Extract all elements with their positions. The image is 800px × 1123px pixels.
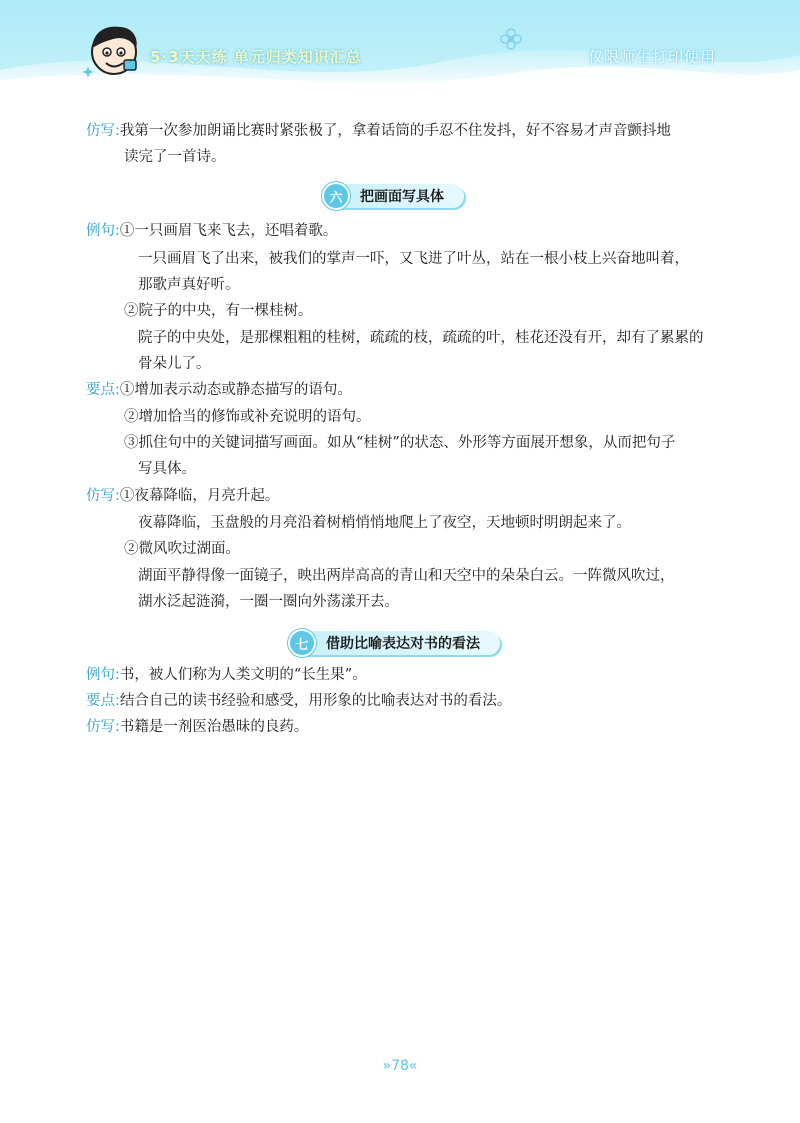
points-tag: 要点: <box>86 693 120 709</box>
header-usage-note: 仅限师生打印使用 <box>587 48 716 66</box>
six-imitate-line-3: ②微风吹过湖面。 <box>124 541 240 557</box>
six-imitate-line-5: 湖水泛起涟漪，一圈一圈向外荡漾开去。 <box>138 594 399 610</box>
six-example-line-6: 骨朵儿了。 <box>138 356 211 372</box>
example-text: 书，被人们称为人类文明的“长生果”。 <box>119 667 367 683</box>
seven-points-line <box>86 692 511 710</box>
cont-imitate-line-1 <box>86 122 671 140</box>
page-header <box>0 0 800 92</box>
flower-icon <box>500 28 522 50</box>
imitate-text: 我第一次参加朗诵比赛时紧张极了，拿着话筒的手忍不住发抖，好不容易才声音颤抖地 <box>119 123 671 139</box>
section-title: 借助比喻表达对书的看法 <box>304 631 500 655</box>
imitate-tag: 仿写: <box>86 123 120 139</box>
six-points-line-2: ②增加恰当的修饰或补充说明的语句。 <box>124 409 371 425</box>
page-number-value: 78 <box>391 1058 409 1074</box>
imitate-text: 书籍是一剂医治愚昧的良药。 <box>119 719 309 735</box>
six-example-line-2: 一只画眉飞了出来，被我们的掌声一吓，又飞进了叶丛，站在一根小枝上兴奋地叫着， <box>138 251 689 267</box>
example-text: ①一只画眉飞来飞去，还唱着歌。 <box>119 223 338 239</box>
six-imitate-line-1 <box>86 487 279 505</box>
six-example-line-1 <box>86 222 337 240</box>
six-example-line-3: 那歌声真好听。 <box>138 277 240 293</box>
example-tag: 例句: <box>86 667 120 683</box>
imitate-tag: 仿写: <box>86 488 120 504</box>
section-title: 把画面写具体 <box>338 184 464 208</box>
section-heading-7 <box>288 630 500 656</box>
points-text: ①增加表示动态或静态描写的语句。 <box>119 382 352 398</box>
points-tag: 要点: <box>86 382 120 398</box>
seven-imitate-line <box>86 718 308 736</box>
page-number-right-ornament: « <box>408 1058 418 1074</box>
example-tag: 例句: <box>86 223 120 239</box>
seven-example-line <box>86 666 367 684</box>
star-icon <box>82 66 94 78</box>
section-heading-6 <box>322 183 464 209</box>
six-example-line-5: 院子的中央处，是那棵粗粗的桂树，疏疏的枝，疏疏的叶，桂花还没有开，却有了累累的 <box>138 330 704 346</box>
cont-imitate-line-2: 读完了一首诗。 <box>124 149 226 165</box>
section-number-badge: 六 <box>322 182 350 210</box>
page-number-left-ornament: » <box>382 1058 392 1074</box>
six-points-line-1 <box>86 381 352 399</box>
six-points-line-3: ③抓住句中的关键词描写画面。如从“桂树”的状态、外形等方面展开想象，从而把句子 <box>124 435 676 451</box>
six-points-line-4: 写具体。 <box>138 461 196 477</box>
page-number <box>0 1058 800 1074</box>
section-number-badge: 七 <box>288 629 316 657</box>
points-text: 结合自己的读书经验和感受，用形象的比喻表达对书的看法。 <box>119 693 512 709</box>
six-example-line-4: ②院子的中央，有一棵桂树。 <box>124 303 313 319</box>
header-title: 5·3天天练 单元归类知识汇总 <box>150 48 362 66</box>
imitate-text: ①夜幕降临，月亮升起。 <box>119 488 280 504</box>
imitate-tag: 仿写: <box>86 719 120 735</box>
six-imitate-line-2: 夜幕降临，玉盘般的月亮沿着树梢悄悄地爬上了夜空，天地顿时明朗起来了。 <box>138 515 631 531</box>
six-imitate-line-4: 湖面平静得像一面镜子，映出两岸高高的青山和天空中的朵朵白云。一阵微风吹过， <box>138 568 675 584</box>
